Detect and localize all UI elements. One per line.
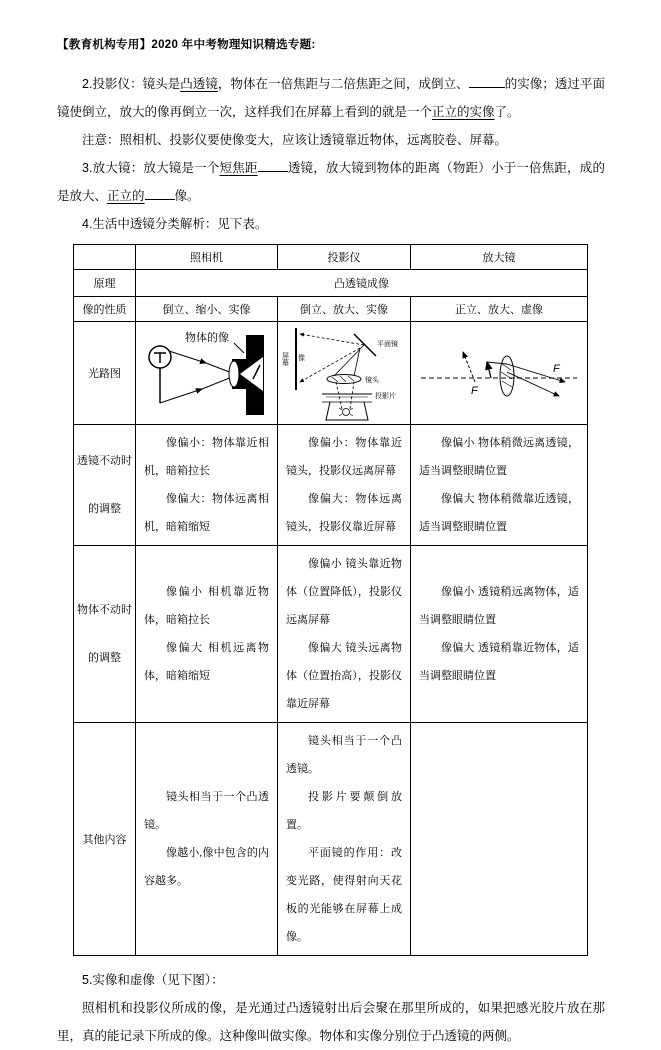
other-projector-note2: 投影片要颠倒放置。 bbox=[286, 791, 402, 831]
paragraph-magnifier bbox=[57, 154, 605, 210]
paragraph-section5-heading: 5.实像和虚像（见下图）： bbox=[82, 973, 224, 987]
cell-lens-fixed-magnifier bbox=[411, 425, 588, 546]
camera-ray-diagram bbox=[138, 327, 276, 419]
object-fixed-camera-large: 像偏大 相机远离物体，暗箱缩短 bbox=[144, 642, 269, 682]
label-lens-fixed-line1: 透镜不动时 bbox=[77, 455, 132, 467]
p2-underlined-upright: 正立的实像 bbox=[432, 105, 495, 119]
label-principle: 原理 bbox=[74, 270, 136, 297]
cell-diagram-camera bbox=[136, 322, 278, 425]
paragraph-real-image: 照相机和投影仪所成的像，是光通过凸透镜射出后会聚在那里所成的，如果把感光胶片放在那里，真的能记录下所成的像。这种像叫做实像。物体和实像分别位于凸透镜的两侧。 bbox=[57, 1001, 605, 1043]
cell-other-projector bbox=[278, 723, 411, 956]
label-object-fixed bbox=[74, 546, 136, 723]
fill-blank-3 bbox=[145, 187, 175, 200]
cell-nature-camera: 倒立、缩小、实像 bbox=[136, 297, 278, 322]
paragraph-note: 注意：照相机、投影仪要使像变大，应该让透镜靠近物体，远离胶卷、屏幕。 bbox=[82, 133, 508, 147]
cell-nature-projector: 倒立、放大、实像 bbox=[278, 297, 411, 322]
table-row-other bbox=[74, 723, 588, 956]
camera-lens-icon bbox=[229, 361, 239, 387]
cell-lens-fixed-camera bbox=[136, 425, 278, 546]
fill-blank-1 bbox=[469, 75, 505, 88]
lens-fixed-projector-large: 像偏大：物体远离镜头，投影仪靠近屏幕 bbox=[286, 493, 402, 533]
p3-text-1: 3.放大镜：放大镜是一个 bbox=[82, 161, 220, 175]
p3-text-2: 透镜，放大镜到物体的距离（物距）小于一倍焦距，成的是放大、 bbox=[57, 161, 605, 203]
table-row-object-fixed bbox=[74, 546, 588, 723]
projector-ray-diagram bbox=[280, 324, 408, 422]
lamp-icon bbox=[343, 409, 350, 416]
header-projector: 投影仪 bbox=[278, 245, 411, 270]
cell-object-fixed-projector bbox=[278, 546, 411, 723]
plane-mirror-line bbox=[354, 334, 376, 356]
image-label: 像 bbox=[297, 354, 305, 361]
paragraph-projector bbox=[57, 70, 605, 126]
camera-image-label: 物体的像 bbox=[184, 332, 229, 344]
lens-fixed-magnifier-large: 像偏大 物体稍微靠近透镜，适当调整眼睛位置 bbox=[419, 493, 579, 533]
p2-underlined-lens: 凸透镜 bbox=[180, 77, 218, 91]
lens-comparison-table bbox=[73, 244, 588, 956]
label-object-fixed-line1: 物体不动时 bbox=[77, 604, 132, 616]
lens-fixed-projector-small: 像偏小：物体靠近镜头，投影仪远离屏幕 bbox=[286, 437, 402, 477]
header-magnifier: 放大镜 bbox=[411, 245, 588, 270]
focal-left-label: F bbox=[471, 385, 478, 397]
table-header-row bbox=[74, 245, 588, 270]
p2-text-1: 2.投影仪：镜头是 bbox=[82, 77, 181, 91]
object-fixed-projector-large: 像偏大 镜头远离物体（位置抬高），投影仪靠近屏幕 bbox=[286, 642, 402, 710]
object-arrow bbox=[487, 362, 491, 378]
object-fixed-magnifier-small: 像偏小 透镜稍远离物体，适当调整眼睛位置 bbox=[419, 586, 579, 626]
p3-text-3: 像。 bbox=[174, 189, 200, 203]
other-camera-note1: 镜头相当于一个凸透镜。 bbox=[144, 791, 269, 831]
object-fixed-magnifier-large: 像偏大 透镜稍靠近物体，适当调整眼睛位置 bbox=[419, 642, 579, 682]
other-camera-note2: 像越小,像中包含的内容越多。 bbox=[144, 847, 269, 887]
p3-underlined-upright: 正立的 bbox=[107, 189, 145, 203]
object-fixed-camera-small: 像偏小 相机靠近物体，暗箱拉长 bbox=[144, 586, 269, 626]
p2-text-3: 的实像；透过平面镜使倒立，放大的像再倒立一次，这样我们在屏幕上看到的就是一个 bbox=[57, 77, 605, 119]
screen-label: 屏幕 bbox=[281, 352, 289, 366]
table-row-lens-fixed bbox=[74, 425, 588, 546]
cell-other-camera bbox=[136, 723, 278, 956]
cell-object-fixed-camera bbox=[136, 546, 278, 723]
p2-text-4: 了。 bbox=[494, 105, 520, 119]
p3-underlined-focal: 短焦距 bbox=[219, 161, 258, 175]
lens-label: 镜头 bbox=[365, 377, 379, 384]
label-object-fixed-line2: 的调整 bbox=[88, 652, 121, 664]
table-row-principle bbox=[74, 270, 588, 297]
document-header: 【教育机构专用】2020 年中考物理知识精选专题: bbox=[57, 39, 316, 51]
cell-principle-value: 凸透镜成像 bbox=[136, 270, 588, 297]
cell-nature-magnifier: 正立、放大、虚像 bbox=[411, 297, 588, 322]
header-camera: 照相机 bbox=[136, 245, 278, 270]
magnifier-ray-diagram bbox=[417, 342, 581, 404]
p2-text-2: ，物体在一倍焦距与二倍焦距之间，成倒立、 bbox=[217, 77, 469, 91]
cell-other-magnifier bbox=[411, 723, 588, 956]
object-fixed-projector-small: 像偏小 镜头靠近物体（位置降低），投影仪远离屏幕 bbox=[286, 558, 402, 626]
header-empty bbox=[74, 245, 136, 270]
lens-fixed-camera-small: 像偏小：物体靠近相机，暗箱拉长 bbox=[144, 437, 269, 477]
cell-object-fixed-magnifier bbox=[411, 546, 588, 723]
slide-label: 投影片 bbox=[375, 393, 396, 400]
cell-diagram-magnifier bbox=[411, 322, 588, 425]
other-projector-note3: 平面镜的作用：改变光路，使得射向天花板的光能够在屏幕上成像。 bbox=[286, 847, 402, 943]
label-lens-fixed-line2: 的调整 bbox=[88, 503, 121, 515]
table-row-image-nature bbox=[74, 297, 588, 322]
fill-blank-2 bbox=[258, 159, 288, 172]
label-lens-fixed bbox=[74, 425, 136, 546]
projector-lens-icon bbox=[327, 375, 361, 384]
cell-lens-fixed-projector bbox=[278, 425, 411, 546]
table-row-ray-diagram bbox=[74, 322, 588, 425]
lamp-box bbox=[326, 402, 368, 420]
label-other: 其他内容 bbox=[74, 723, 136, 956]
lens-fixed-camera-large: 像偏大：物体远离相机，暗箱缩短 bbox=[144, 493, 269, 533]
label-image-nature: 像的性质 bbox=[74, 297, 136, 322]
mirror-label: 平面镜 bbox=[377, 341, 398, 348]
other-projector-note1: 镜头相当于一个凸透镜。 bbox=[286, 735, 402, 775]
cell-diagram-projector bbox=[278, 322, 411, 425]
label-ray-diagram: 光路图 bbox=[74, 322, 136, 425]
paragraph-table-intro: 4.生活中透镜分类解析：见下表。 bbox=[82, 217, 268, 231]
focal-right-label: F bbox=[553, 363, 560, 375]
lens-fixed-magnifier-small: 像偏小 物体稍微远离透镜，适当调整眼睛位置 bbox=[419, 437, 579, 477]
